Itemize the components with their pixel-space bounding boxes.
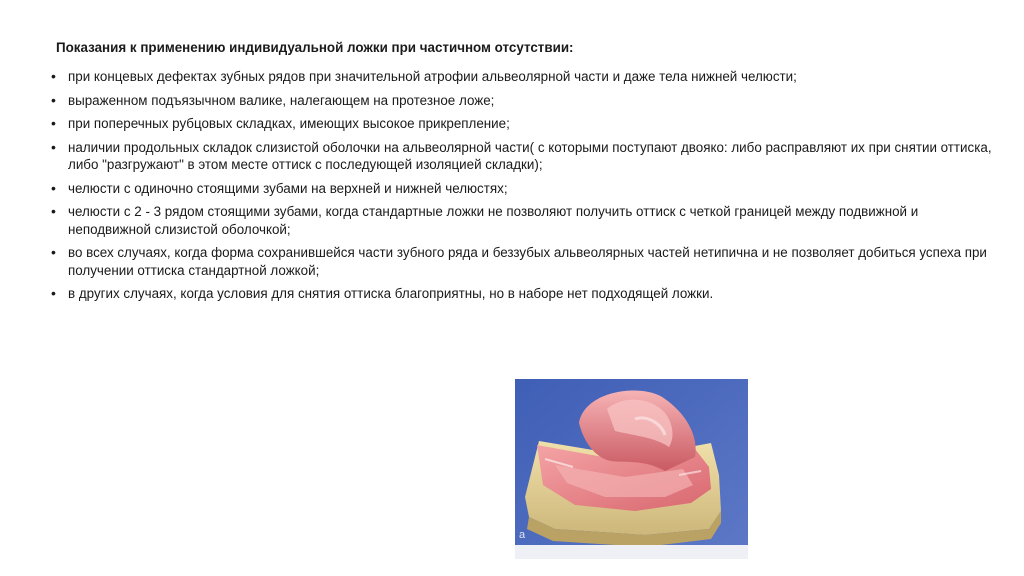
list-item-text: при концевых дефектах зубных рядов при значительной атрофии альвеолярной части и даже тела нижней челюсти; (68, 69, 797, 84)
list-item-text: челюсти с одиночно стоящими зубами на верхней и нижней челюстях; (68, 180, 508, 196)
list-item (0, 115, 1000, 133)
bullet-icon: • (51, 91, 56, 108)
bullet-icon: • (51, 285, 56, 301)
bullet-icon: • (51, 179, 56, 196)
list-item (0, 244, 1000, 279)
photo-caption-strip (515, 545, 748, 559)
bullet-icon: • (51, 68, 56, 84)
list-item (0, 203, 1000, 238)
list-item (0, 285, 1000, 303)
bullet-icon: • (51, 115, 56, 131)
bullet-icon: • (51, 203, 56, 219)
list-item-text: челюсти с 2 - 3 рядом стоящими зубами, когда стандартные ложки не позволяют получить оттиск с четкой границей между подвижной и неподвижной слизистой оболочкой; (68, 204, 919, 237)
list-item (0, 68, 1000, 86)
bullet-icon: • (51, 138, 56, 155)
photo-caption-letter: a (519, 529, 526, 541)
list-item-text: в других случаях, когда условия для снятия оттиска благоприятны, но в наборе нет подходящей ложки. (68, 286, 714, 301)
list-item-text: выраженном подъязычном валике, налегающем на протезное ложе; (68, 92, 495, 108)
list-item-text: при поперечных рубцовых складках, имеющих высокое прикрепление; (68, 116, 510, 131)
list-item (0, 139, 1000, 174)
impression-tray-photo (515, 379, 748, 559)
list-item (0, 180, 1000, 198)
indications-list (0, 68, 1000, 309)
bullet-icon: • (51, 244, 56, 260)
list-item-text: во всех случаях, когда форма сохранившейся части зубного ряда и беззубых альвеолярных частей нетипична и не позволяет добиться успеха при получении оттиска стандартной ложкой; (68, 245, 987, 278)
list-item (0, 92, 1000, 110)
list-item-text: наличии продольных складок слизистой оболочки на альвеолярной части( с которыми поступают двояко: либо расправляют их при снятии оттиска, либо "разгружают" в этом месте оттиск с последующей изоляцией складки); (68, 139, 992, 172)
impression-tray-illustration (515, 379, 748, 559)
slide-title: Показания к применению индивидуальной ложки при частичном отсутствии: (56, 40, 574, 55)
